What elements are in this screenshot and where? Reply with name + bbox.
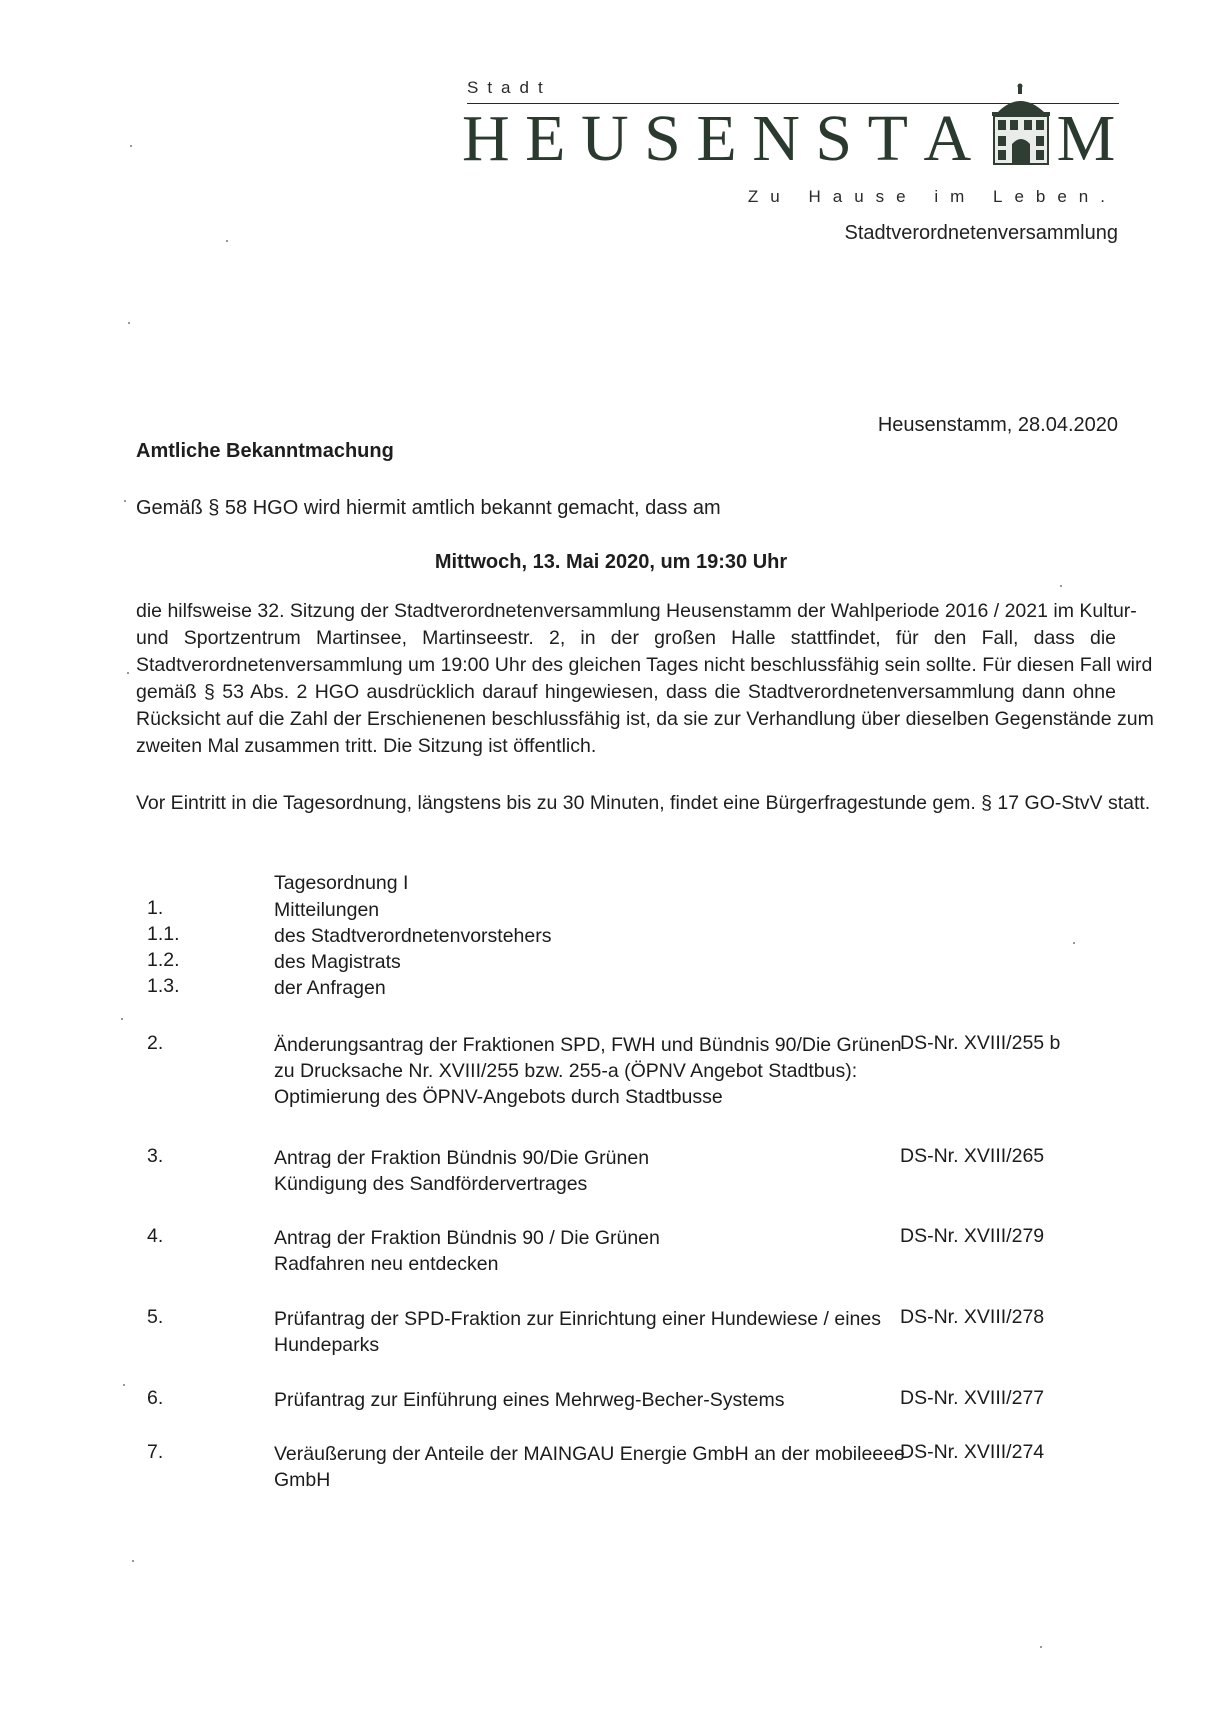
- agenda-item-text: der Anfragen: [274, 977, 386, 999]
- meeting-date: Mittwoch, 13. Mai 2020, um 19:30 Uhr: [434, 551, 788, 573]
- agenda-item-text: [274, 1441, 905, 1493]
- letter: A: [923, 102, 987, 175]
- paragraph-line: Stadtverordnetenversammlung um 19:00 Uhr des gleichen Tages nicht beschlussfähig sein sollte. Für diesen Fall wird: [136, 654, 1153, 676]
- agenda-item-ds-number: DS-Nr. XVIII/279: [900, 1225, 1045, 1247]
- document-title: Amtliche Bekanntmachung: [136, 440, 394, 462]
- letter: E: [525, 102, 581, 175]
- paragraph-line: und Sportzentrum Martinsee, Martinseestr. 2, in der großen Halle stattfindet, für den Fall, dass die: [136, 627, 1116, 649]
- letter: T: [867, 102, 924, 175]
- paragraph-line: zweiten Mal zusammen tritt. Die Sitzung ist öffentlich.: [136, 735, 597, 757]
- agenda-item-line: Radfahren neu entdecken: [274, 1253, 499, 1275]
- scan-speck: [226, 240, 228, 242]
- paragraph-line: Rücksicht auf die Zahl der Erschienenen beschlussfähig ist, da sie zur Verhandlung über dieselben Gegenstände zum: [136, 708, 1154, 730]
- agenda-item-line: zu Drucksache Nr. XVIII/255 bzw. 255-a (ÖPNV Angebot Stadtbus):: [274, 1060, 858, 1082]
- agenda-item-ds-number: DS-Nr. XVIII/274: [900, 1441, 1045, 1463]
- agenda-item-number: 4.: [147, 1225, 164, 1247]
- agenda-item-line: Prüfantrag der SPD-Fraktion zur Einrichtung einer Hundewiese / eines: [274, 1308, 881, 1330]
- scan-speck: [132, 1560, 134, 1562]
- agenda-item-number: 1.3.: [147, 975, 180, 997]
- letterhead-organization: Stadtverordnetenversammlung: [844, 222, 1118, 244]
- agenda-item-text: Prüfantrag zur Einführung eines Mehrweg-Becher-Systems: [274, 1389, 785, 1411]
- intro-text: Gemäß § 58 HGO wird hiermit amtlich bekannt gemacht, dass am: [136, 497, 721, 519]
- agenda-item-ds-number: DS-Nr. XVIII/277: [900, 1387, 1045, 1409]
- scan-speck: [124, 500, 126, 502]
- agenda-item-line: Veräußerung der Anteile der MAINGAU Energie GmbH an der mobileeee: [274, 1443, 905, 1465]
- letterhead-slogan: Zu Hause im Leben.: [747, 187, 1117, 206]
- scan-speck: [1073, 942, 1075, 944]
- agenda-item-ds-number: DS-Nr. XVIII/265: [900, 1145, 1045, 1167]
- agenda-item-line: Antrag der Fraktion Bündnis 90/Die Grünen: [274, 1147, 650, 1169]
- letter: M: [1056, 102, 1131, 175]
- agenda-item-number: 3.: [147, 1145, 164, 1167]
- agenda-item-number: 2.: [147, 1032, 164, 1054]
- agenda-item-line: Optimierung des ÖPNV-Angebots durch Stadtbusse: [274, 1086, 723, 1108]
- agenda-item-ds-number: DS-Nr. XVIII/278: [900, 1306, 1045, 1328]
- scan-speck: [127, 672, 129, 674]
- scan-speck: [1060, 585, 1062, 587]
- agenda-item-text: [274, 1145, 649, 1197]
- scan-speck: [128, 322, 130, 324]
- main-paragraph: [136, 598, 1154, 760]
- scan-speck: [123, 1384, 125, 1386]
- agenda-item-ds-number: DS-Nr. XVIII/255 b: [900, 1032, 1061, 1054]
- agenda-item-number: 5.: [147, 1306, 164, 1328]
- agenda-item-text: [274, 1225, 660, 1277]
- agenda-item-number: 1.: [147, 897, 164, 919]
- agenda-item-line: Kündigung des Sandfördervertrages: [274, 1173, 588, 1195]
- agenda-item-number: 1.1.: [147, 923, 180, 945]
- agenda-item-line: Antrag der Fraktion Bündnis 90 / Die Grünen: [274, 1227, 660, 1249]
- letter: U: [581, 102, 645, 175]
- paragraph-line: gemäß § 53 Abs. 2 HGO ausdrücklich darauf hingewiesen, dass die Stadtverordnetenversammlung dann ohne: [136, 681, 1116, 703]
- scan-speck: [130, 145, 132, 147]
- agenda-item-text: [274, 1032, 902, 1110]
- date-line: Heusenstamm, 28.04.2020: [877, 414, 1118, 436]
- letter: S: [644, 102, 697, 175]
- agenda-item-text: [274, 1306, 881, 1358]
- agenda-item-text: des Stadtverordnetenvorstehers: [274, 925, 552, 947]
- paragraph-line: die hilfsweise 32. Sitzung der Stadtverordnetenversammlung Heusenstamm der Wahlperiode 2016 / 2021 im Kultur-: [136, 600, 1137, 622]
- letter: N: [752, 102, 816, 175]
- agenda-item-number: 6.: [147, 1387, 164, 1409]
- agenda-item-text: Mitteilungen: [274, 899, 380, 921]
- agenda-item-line: GmbH: [274, 1469, 331, 1491]
- agenda-item-number: 1.2.: [147, 949, 180, 971]
- scan-speck: [1040, 1646, 1042, 1648]
- agenda-item-text: des Magistrats: [274, 951, 401, 973]
- castle-icon: [988, 82, 1054, 170]
- agenda-heading: Tagesordnung I: [274, 872, 409, 894]
- citizen-question-note: Vor Eintritt in die Tagesordnung, längstens bis zu 30 Minuten, findet eine Bürgerfragestunde gem. § 17 GO-StvV statt.: [136, 792, 1151, 814]
- letterhead-stadt: Stadt: [467, 78, 552, 97]
- letter: H: [462, 102, 526, 175]
- letter: S: [815, 102, 868, 175]
- letter: E: [696, 102, 753, 175]
- agenda-item-line: Hundeparks: [274, 1334, 380, 1356]
- agenda-item-number: 7.: [147, 1441, 164, 1463]
- scan-speck: [121, 1018, 123, 1020]
- agenda-item-line: Änderungsantrag der Fraktionen SPD, FWH und Bündnis 90/Die Grünen: [274, 1034, 902, 1056]
